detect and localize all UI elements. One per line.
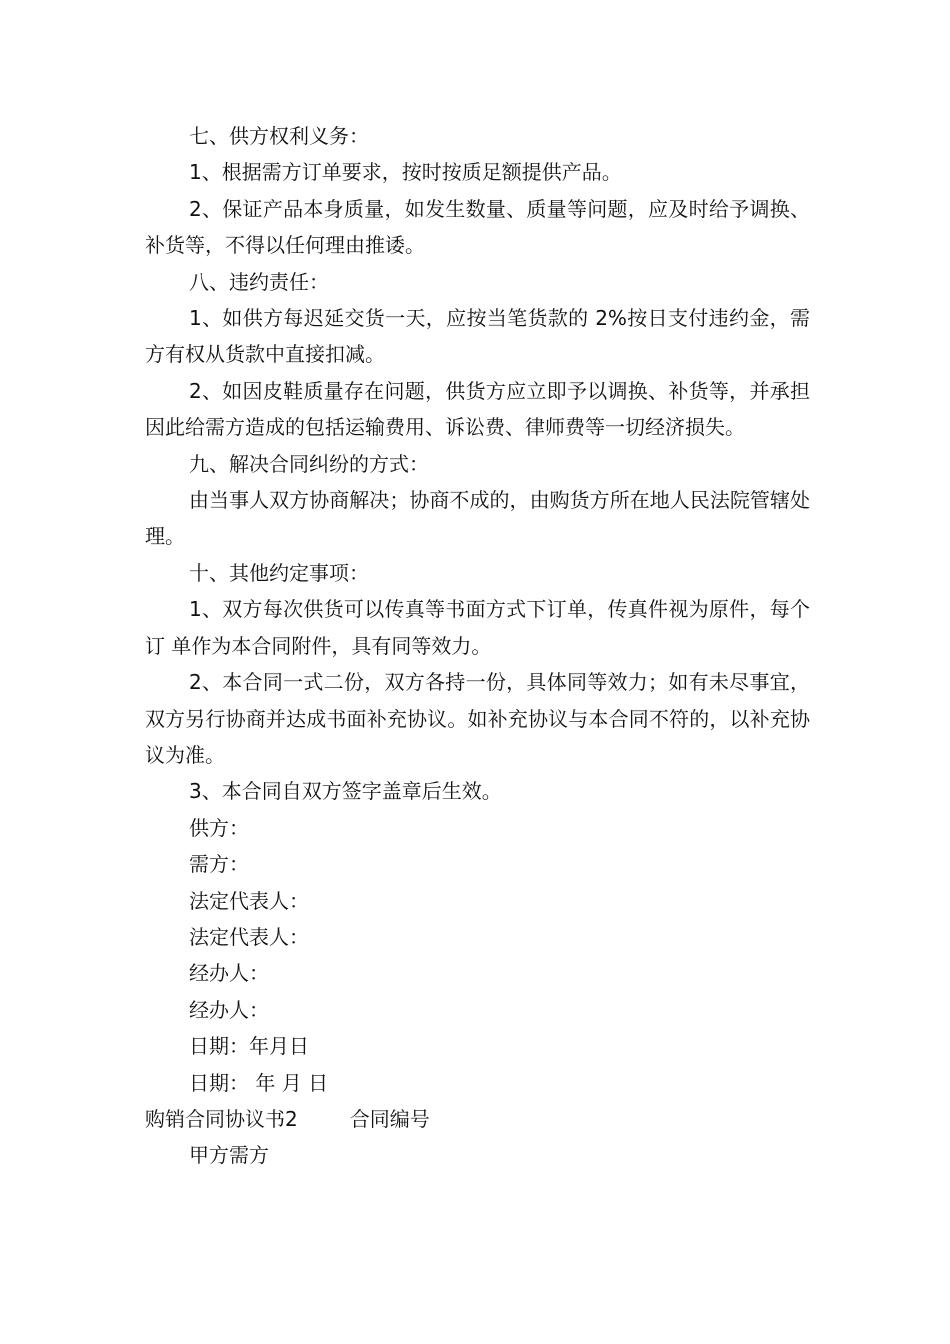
section-7-title: 七、供方权利义务： (189, 124, 369, 148)
handler-label-1: 经办人： (189, 961, 269, 986)
section-10-item-1: 1、双方每次供货可以传真等书面方式下订单，传真件视为原件，每个订 单作为本合同附件，具有同等效力。 (145, 597, 810, 658)
legal-representative-label-1: 法定代表人： (189, 888, 309, 913)
section-9-title: 九、解决合同纠纷的方式： (189, 451, 429, 476)
contract-number-label: 合同编号 (349, 1106, 430, 1131)
section-7-item-1: 1、根据需方订单要求，按时按质足额提供产品。 (189, 160, 622, 185)
document-body (145, 118, 810, 1174)
section-10-title: 十、其他约定事项： (189, 560, 369, 585)
handler-label-2: 经办人： (189, 997, 269, 1022)
section-9-text: 由当事人双方协商解决；协商不成的，由购货方所在地人民法院管辖处理。 (145, 488, 810, 549)
buyer-signature-label: 需方： (189, 852, 249, 877)
supplier-signature-label: 供方： (189, 815, 249, 840)
next-contract-title: 购销合同协议书2 (145, 1106, 298, 1131)
legal-representative-label-2: 法定代表人： (189, 924, 309, 949)
section-8-item-2: 2、如因皮鞋质量存在问题，供货方应立即予以调换、补货等，并承担因此给需方造成的包括运输费用、诉讼费、律师费等一切经济损失。 (145, 378, 810, 440)
section-7-item-2: 2、保证产品本身质量，如发生数量、质量等问题，应及时给予调换、补货等，不得以任何理由推诿。 (145, 196, 810, 258)
next-contract-heading (145, 1101, 810, 1137)
section-10-item-3: 3、本合同自双方签字盖章后生效。 (189, 779, 502, 804)
section-8-item-1: 1、如供方每迟延交货一天，应按当笔货款的 2%按日支付违约金，需方有权从货款中直接扣减。 (145, 306, 810, 367)
date-label-1: 日期：年月日 (189, 1034, 309, 1059)
section-8-title: 八、违约责任： (189, 269, 329, 294)
party-a-label: 甲方需方 (189, 1143, 269, 1168)
date-label-2: 日期： 年 月 日 (189, 1070, 329, 1095)
section-10-item-2: 2、本合同一式二份，双方各持一份，具体同等效力；如有未尽事宜，双方另行协商并达成书面补充协议。如补充协议与本合同不符的，以补充协议为准。 (145, 670, 810, 767)
